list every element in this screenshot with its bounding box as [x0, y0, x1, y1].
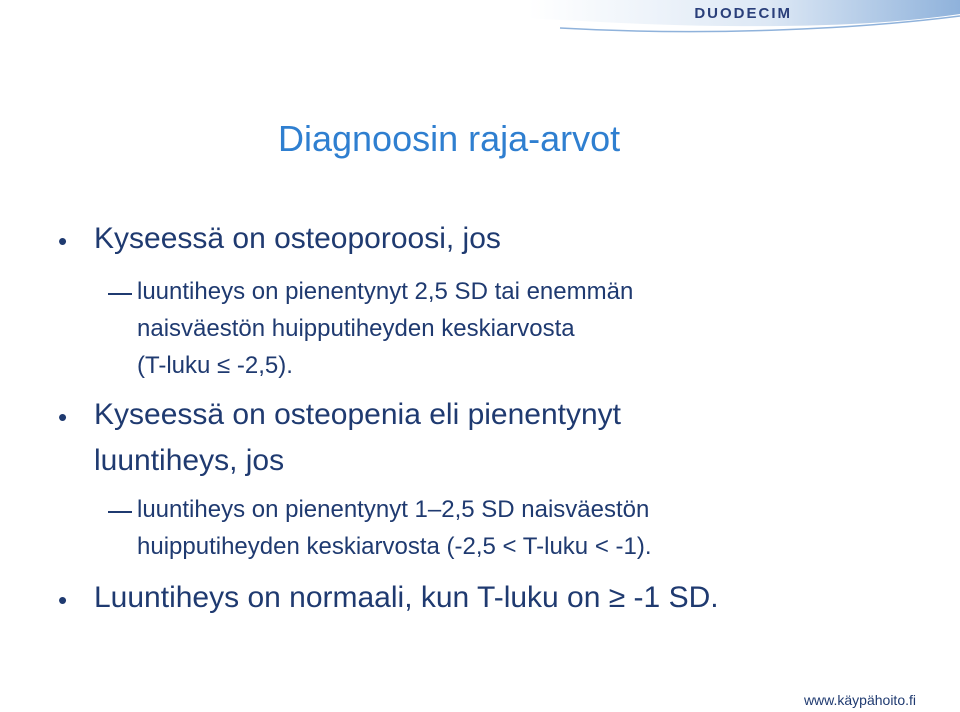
bullet-icon: • [58, 226, 68, 256]
bullet-2-sub-line-2: huipputiheyden keskiarvosta (-2,5 < T-luku < -1). [137, 533, 652, 560]
slide-title: Diagnoosin raja-arvot [278, 118, 621, 159]
dash-icon [108, 293, 132, 295]
bullet-2-sub-line-1: luuntiheys on pienentynyt 1–2,5 SD naisväestön [137, 496, 650, 523]
duodecim-logo: DUODECIM [694, 5, 792, 22]
header-wave-graphic [0, 0, 960, 60]
bullet-3-text: Luuntiheys on normaali, kun T-luku on ≥ -1 SD. [94, 581, 719, 614]
bullet-1-sub-line-2: naisväestön huipputiheyden keskiarvosta [137, 315, 575, 342]
dash-icon [108, 511, 132, 513]
bullet-2-text-line-2: luuntiheys, jos [94, 444, 285, 477]
bullet-icon: • [58, 585, 68, 615]
bullet-1-text: Kyseessä on osteoporoosi, jos [94, 222, 501, 255]
bullet-1-sub-line-1: luuntiheys on pienentynyt 2,5 SD tai enemmän [137, 278, 634, 305]
footer-url: www.käypähoito.fi [803, 692, 916, 708]
bullet-1-sub-line-3: (T-luku ≤ -2,5). [137, 352, 293, 379]
bullet-2-text-line-1: Kyseessä on osteopenia eli pienentynyt [94, 398, 622, 431]
bullet-icon: • [58, 402, 68, 432]
